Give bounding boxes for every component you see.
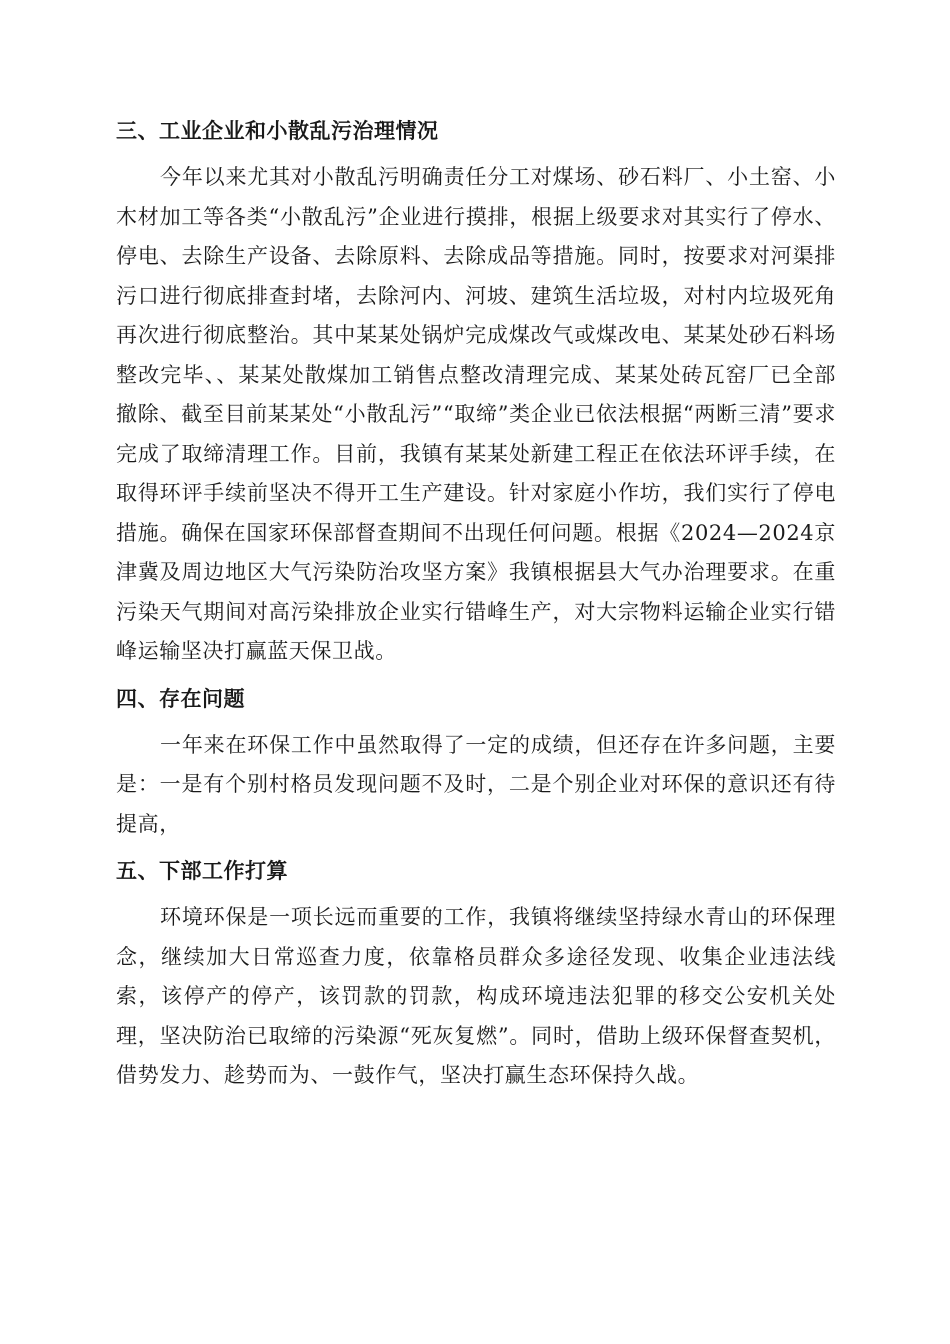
section-heading: 五、下部工作打算: [116, 859, 288, 883]
section-paragraph: 一年来在环保工作中虽然取得了一定的成绩，但还存在许多问题，主要是：一是有个别村格员发现问题不及时，二是个别企业对环保的意识还有待提高，: [116, 732, 836, 836]
section-existing-problems: [116, 678, 836, 845]
section-paragraph: 环境环保是一项长远而重要的工作，我镇将继续坚持绿水青山的环保理念，继续加大日常巡查力度，依靠格员群众多途径发现、收集企业违法线索，该停产的停产，该罚款的罚款，构成环境违法犯罪的移交公安机关处理，坚决防治已取缔的污染源“死灰复燃”。同时，借助上级环保督查契机，借势发力、趁势而为、一鼓作气，坚决打赢生态环保持久战。: [116, 905, 836, 1087]
section-paragraph: 今年以来尤其对小散乱污明确责任分工对煤场、砂石料厂、小土窑、小木材加工等各类“小散乱污”企业进行摸排，根据上级要求对其实行了停水、停电、去除生产设备、去除原料、去除成品等措施。同时，按要求对河渠排污口进行彻底排查封堵，去除河内、河坡、建筑生活垃圾，对村内垃圾死角再次进行彻底整治。其中某某处锅炉完成煤改气或煤改电、某某处砂石料场整改完毕、、某某处散煤加工销售点整改清理完成、某某处砖瓦窑厂已全部撤除、截至目前某某处“小散乱污”“取缔”类企业已依法根据“两断三清”要求完成了取缔清理工作。目前，我镇有某某处新建工程正在依法环评手续，在取得环评手续前坚决不得开工生产建设。针对家庭小作坊，我们实行了停电措施。确保在国家环保部督查期间不出现任何问题。根据《2024—2024京津冀及周边地区大气污染防治攻坚方案》我镇根据县大气办治理要求。在重污染天气期间对高污染排放企业实行错峰生产，对大宗物料运输企业实行错峰运输坚决打赢蓝天保卫战。: [116, 165, 836, 663]
section-heading: 四、存在问题: [116, 686, 245, 711]
section-industrial-pollution: [116, 110, 836, 672]
section-heading: 三、工业企业和小散乱污治理情况: [116, 119, 439, 143]
section-next-plan: [116, 850, 836, 1096]
document-body: [116, 110, 836, 1102]
